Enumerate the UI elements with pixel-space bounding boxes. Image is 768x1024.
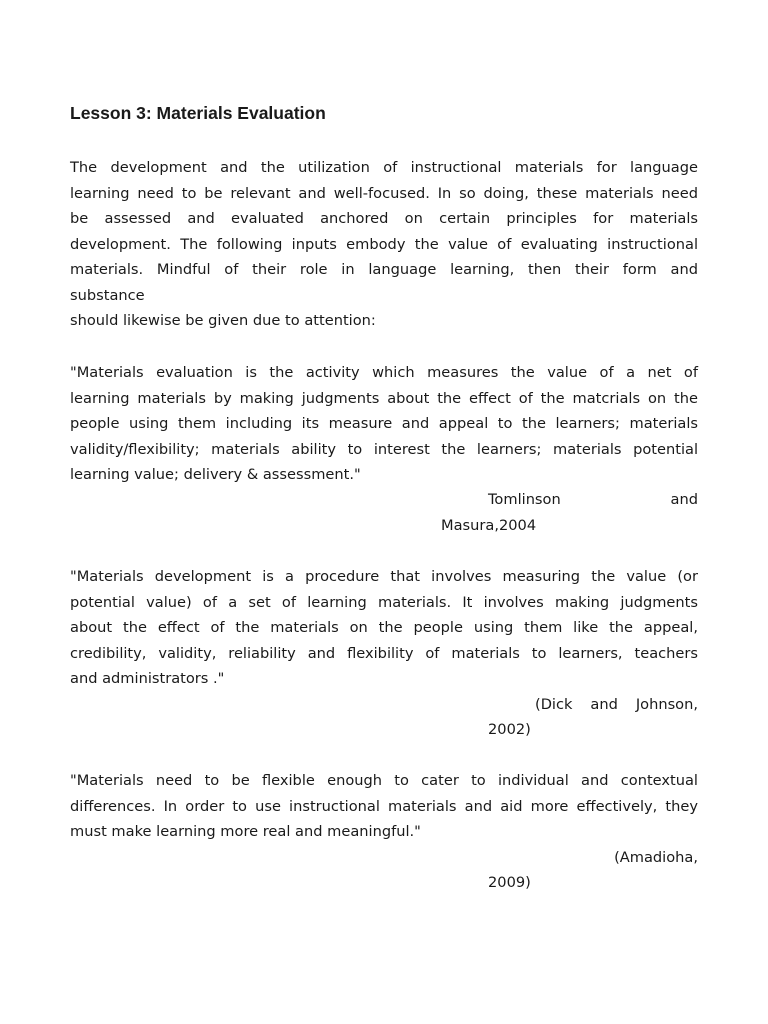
- paragraph-line: materials. Mindful of their role in language learning, then their form and: [70, 261, 698, 278]
- quote-line: learning value; delivery & assessment.": [70, 466, 361, 483]
- intro-paragraph: [70, 155, 698, 334]
- quote-line: potential value) of a set of learning materials. It involves making judgments: [70, 593, 698, 611]
- citation-amadioha: [614, 845, 698, 871]
- citation-line: 2002): [488, 721, 531, 738]
- quote-line: and administrators .": [70, 670, 225, 687]
- quote-line: differences. In order to use instructional materials and aid more effectively, they: [70, 797, 698, 815]
- citation-dick-johnson: [535, 692, 698, 718]
- citation-line: (Dick and Johnson,: [535, 696, 698, 713]
- paragraph-line: learning need to be relevant and well-focused. In so doing, these materials need: [70, 184, 698, 202]
- quote-line: learning materials by making judgments about the effect of the matcrials on the: [70, 389, 698, 407]
- quote-line: "Materials evaluation is the activity which measures the value of a net of: [70, 364, 698, 381]
- paragraph-line: The development and the utilization of instructional materials for language: [70, 159, 698, 176]
- quote-amadioha: [70, 768, 698, 845]
- paragraph-line: substance: [70, 286, 145, 304]
- citation-dick-johnson-year: [488, 717, 531, 743]
- quote-line: validity/flexibility; materials ability to interest the learners; materials potential: [70, 440, 698, 458]
- page-title: Lesson 3: Materials Evaluation: [70, 103, 326, 123]
- quote-line: about the effect of the materials on the people using them like the appeal,: [70, 619, 698, 636]
- citation-line: Tomlinson and: [488, 491, 698, 508]
- citation-amadioha-year: [488, 870, 531, 896]
- paragraph-line: should likewise be given due to attention:: [70, 312, 376, 329]
- quote-line: "Materials development is a procedure that involves measuring the value (or: [70, 568, 698, 585]
- quote-line: "Materials need to be flexible enough to cater to individual and contextual: [70, 772, 698, 789]
- citation-line: 2009): [488, 874, 531, 891]
- citation-tomlinson-year: [441, 513, 536, 539]
- quote-dick-johnson: [70, 564, 698, 692]
- citation-line: (Amadioha,: [614, 849, 698, 866]
- quote-line: people using them including its measure and appeal to the learners; materials: [70, 415, 698, 432]
- quote-line: must make learning more real and meaningful.": [70, 823, 421, 840]
- quote-line: credibility, validity, reliability and flexibility of materials to learners, teachers: [70, 644, 698, 662]
- document-page: [70, 0, 698, 1024]
- quote-tomlinson: [70, 360, 698, 488]
- paragraph-line: be assessed and evaluated anchored on certain principles for materials: [70, 210, 698, 227]
- paragraph-line: development. The following inputs embody the value of evaluating instructional: [70, 235, 698, 253]
- citation-tomlinson: [488, 487, 698, 513]
- citation-line: Masura,2004: [441, 517, 537, 534]
